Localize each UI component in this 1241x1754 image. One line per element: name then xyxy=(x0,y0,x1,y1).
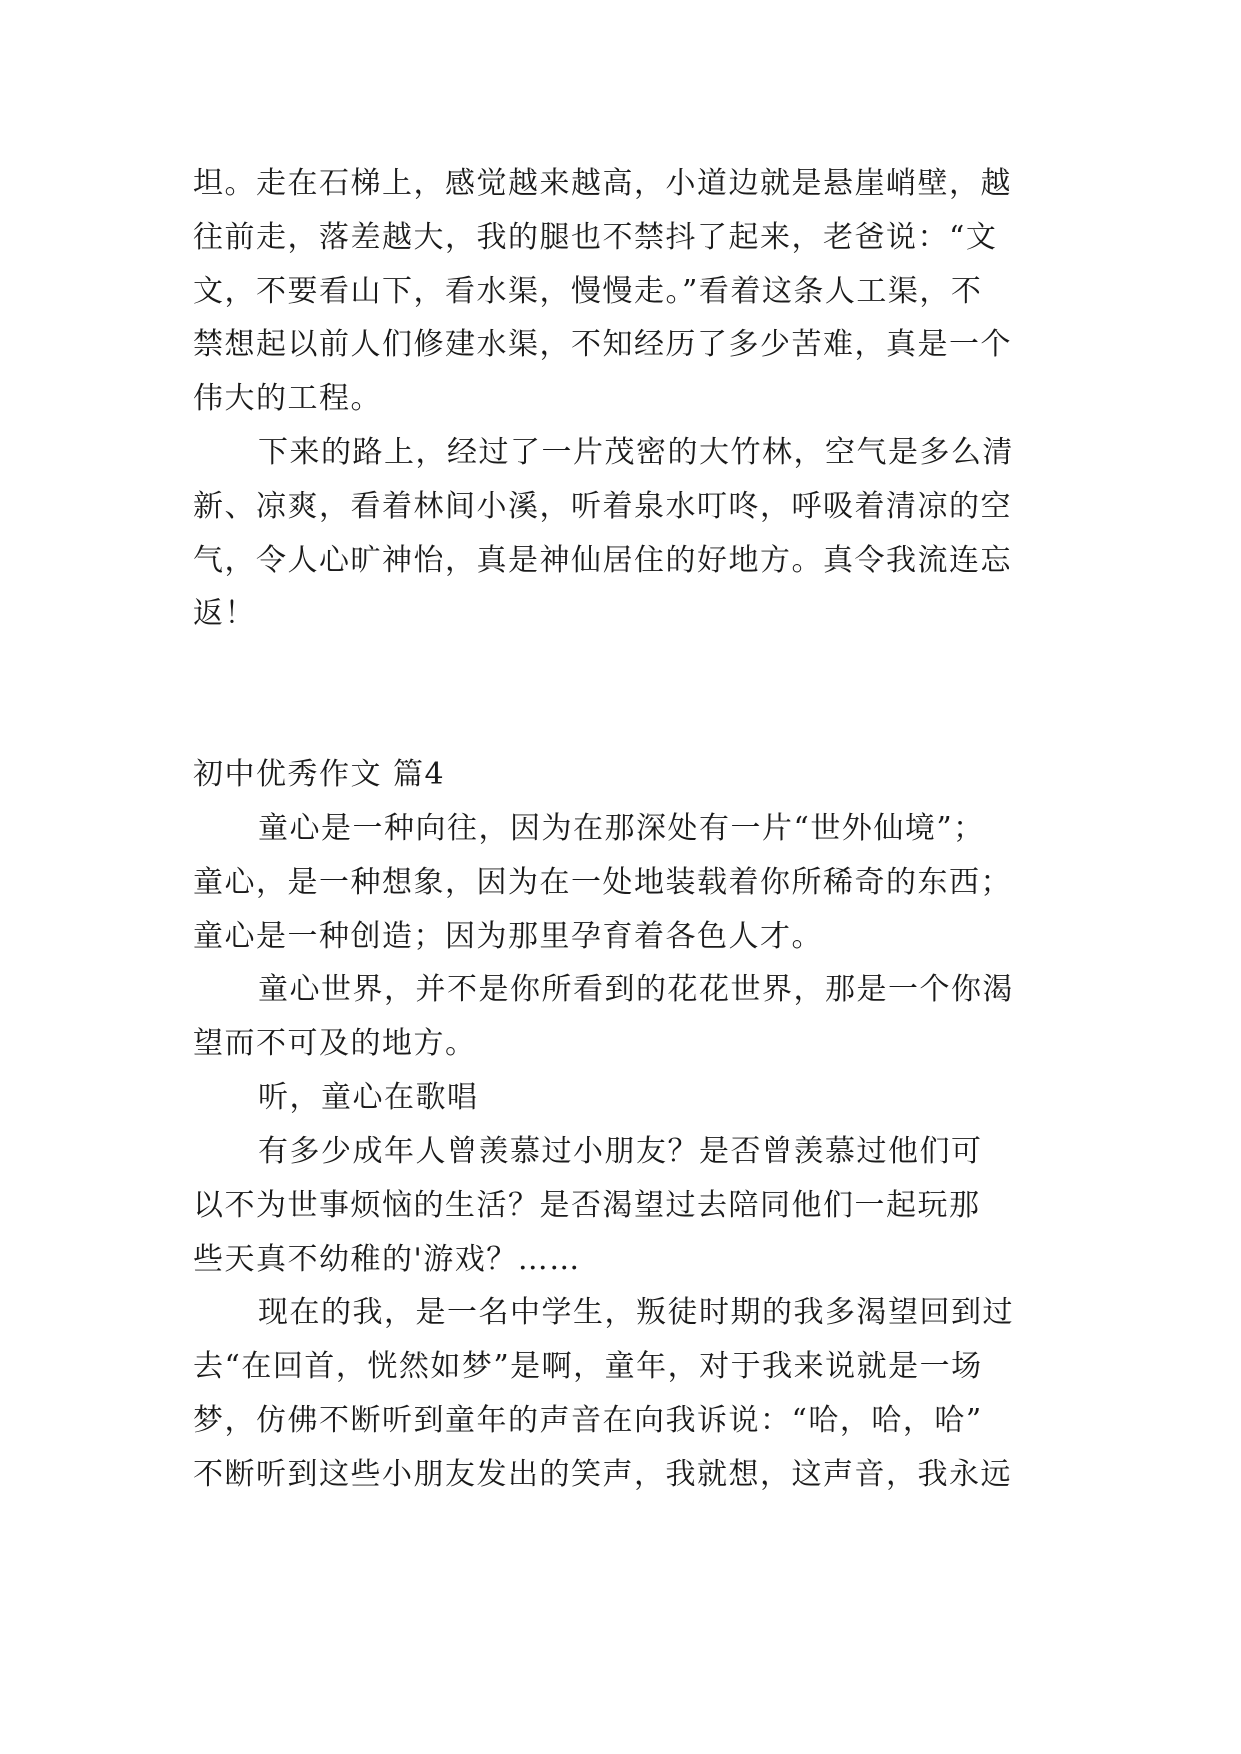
text-line: 梦，仿佛不断听到童年的声音在向我诉说：“哈，哈，哈” xyxy=(193,1403,983,1438)
paragraph-start: 下来的路上，经过了一片茂密的大竹林，空气是多么清 xyxy=(258,435,1014,470)
text-line: 以不为世事烦恼的生活？是否渴望过去陪同他们一起玩那 xyxy=(193,1188,981,1223)
text-line: 新、凉爽，看着林间小溪，听着泉水叮咚，呼吸着清凉的空 xyxy=(193,489,1012,524)
text-line: 童心，是一种想象，因为在一处地装载着你所稀奇的东西； xyxy=(193,865,1012,900)
text-line: 返！ xyxy=(193,596,256,631)
text-line: 望而不可及的地方。 xyxy=(193,1026,477,1061)
paragraph-start: 童心是一种向往，因为在那深处有一片“世外仙境”； xyxy=(258,811,985,846)
section-heading: 初中优秀作文 篇4 xyxy=(193,757,446,792)
paragraph-start: 现在的我，是一名中学生，叛徒时期的我多渴望回到过 xyxy=(258,1295,1014,1330)
text-line: 童心是一种创造；因为那里孕育着各色人才。 xyxy=(193,919,823,954)
text-line: 去“在回首，恍然如梦”是啊，童年，对于我来说就是一场 xyxy=(193,1349,983,1384)
text-line: 往前走，落差越大，我的腿也不禁抖了起来，老爸说：“文 xyxy=(193,220,998,255)
text-line: 坦。走在石梯上，感觉越来越高，小道边就是悬崖峭壁，越 xyxy=(193,166,1012,201)
paragraph-start: 有多少成年人曾羡慕过小朋友？是否曾羡慕过他们可 xyxy=(258,1134,983,1169)
text-line: 些天真不幼稚的'游戏？…… xyxy=(193,1242,581,1277)
text-line: 禁想起以前人们修建水渠，不知经历了多少苦难，真是一个 xyxy=(193,327,1012,362)
text-line: 文，不要看山下，看水渠，慢慢走。”看着这条人工渠，不 xyxy=(193,274,983,309)
paragraph-start: 童心世界，并不是你所看到的花花世界，那是一个你渴 xyxy=(258,972,1014,1007)
text-line: 气，令人心旷神怡，真是神仙居住的好地方。真令我流连忘 xyxy=(193,543,1012,578)
subheading: 听，童心在歌唱 xyxy=(258,1080,479,1115)
text-line: 伟大的工程。 xyxy=(193,381,382,416)
text-line: 不断听到这些小朋友发出的笑声，我就想，这声音，我永远 xyxy=(193,1457,1012,1492)
